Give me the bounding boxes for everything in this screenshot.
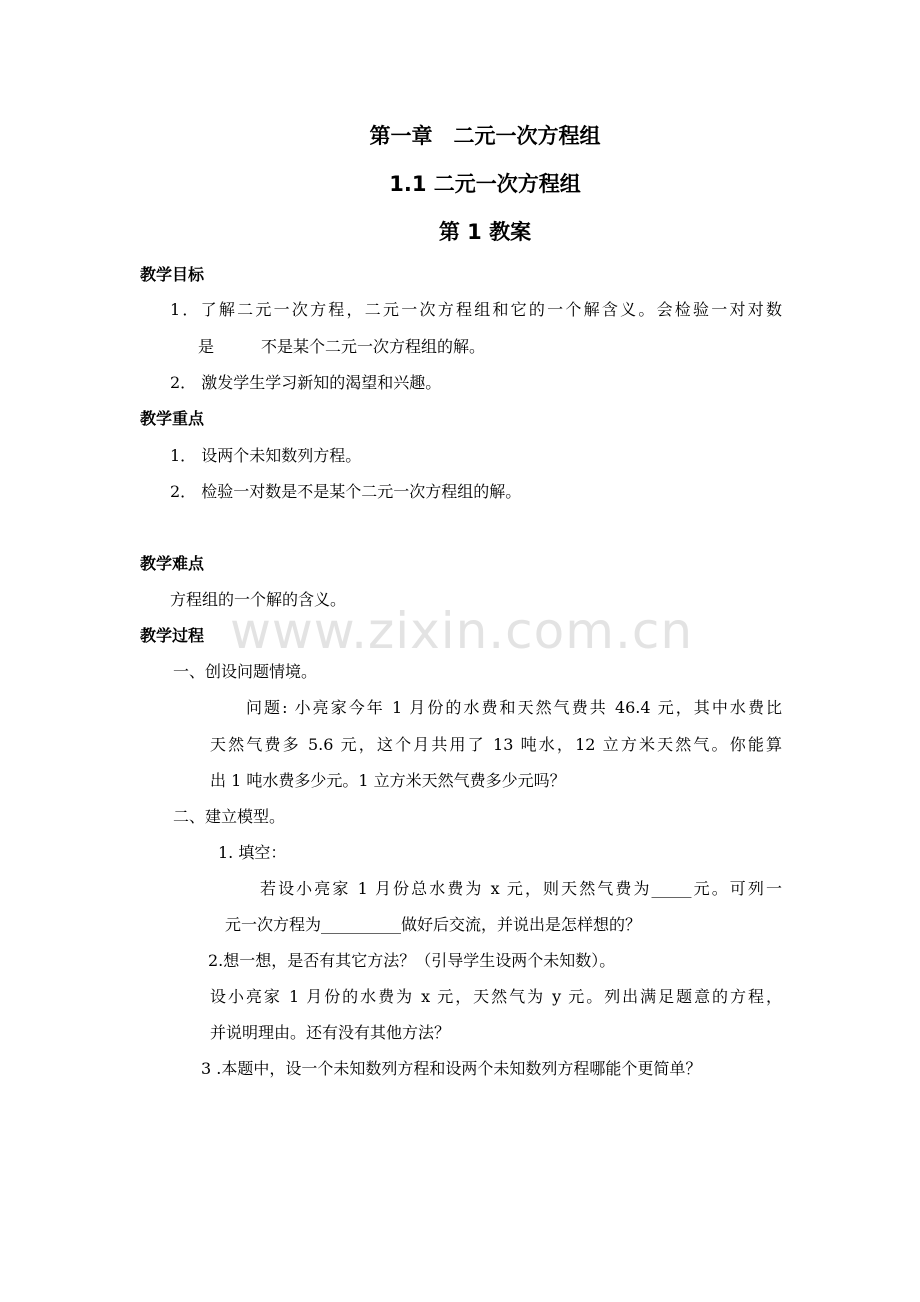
fill-line-2: 元一次方程为__________做好后交流，并说出是怎样想的？ [225, 915, 642, 934]
problem-line-1: 问题: 小亮家今年 1 月份的水费和天然气费共 46.4 元，其中水费比 [246, 698, 782, 717]
objective-item-1-line-2b: 不是某个二元一次方程组的解。 [261, 337, 486, 356]
process-step-2: 二、建立模型。 [173, 807, 286, 826]
key-point-item-2: 2． 检验一对数是不是某个二元一次方程组的解。 [170, 482, 522, 501]
question-3: 3 .本题中，设一个未知数列方程和设两个未知数列方程哪能个更简单？ [201, 1059, 702, 1078]
think-line-1: 设小亮家 1 月份的水费为 x 元，天然气为 y 元。列出满足题意的方程， [210, 987, 782, 1006]
objective-item-1-line-2a: 是 [198, 337, 215, 356]
key-point-item-1: 1． 设两个未知数列方程。 [170, 446, 362, 465]
key-points-heading: 教学重点 [140, 409, 205, 428]
fill-heading: 1. 填空： [218, 843, 287, 862]
chapter-title: 第一章 二元一次方程组 [369, 124, 601, 148]
think-heading: 2.想一想，是否有其它方法？（引导学生设两个未知数）。 [208, 951, 616, 970]
section-title: 1.1 二元一次方程组 [389, 172, 581, 196]
problem-line-3: 出 1 吨水费多少元。1 立方米天然气费多少元吗？ [210, 771, 566, 790]
difficulties-text: 方程组的一个解的含义。 [170, 590, 347, 609]
difficulties-heading: 教学难点 [140, 554, 205, 573]
lesson-title: 第 1 教案 [438, 220, 532, 244]
process-step-1: 一、创设问题情境。 [173, 662, 318, 681]
objective-item-1-line-1: 1．了解二元一次方程，二元一次方程组和它的一个解含义。会检验一对对数 [170, 300, 782, 319]
objective-item-2: 2． 激发学生学习新知的渴望和兴趣。 [170, 373, 442, 392]
objectives-heading: 教学目标 [140, 265, 205, 284]
think-line-2: 并说明理由。还有没有其他方法？ [210, 1023, 451, 1042]
process-heading: 教学过程 [140, 626, 205, 645]
watermark: www.zixin.com.cn [230, 602, 694, 660]
fill-line-1: 若设小亮家 1 月份总水费为 x 元，则天然气费为_____元。可列一 [260, 879, 782, 898]
problem-line-2: 天然气费多 5.6 元，这个月共用了 13 吨水，12 立方米天然气。你能算 [210, 735, 782, 754]
